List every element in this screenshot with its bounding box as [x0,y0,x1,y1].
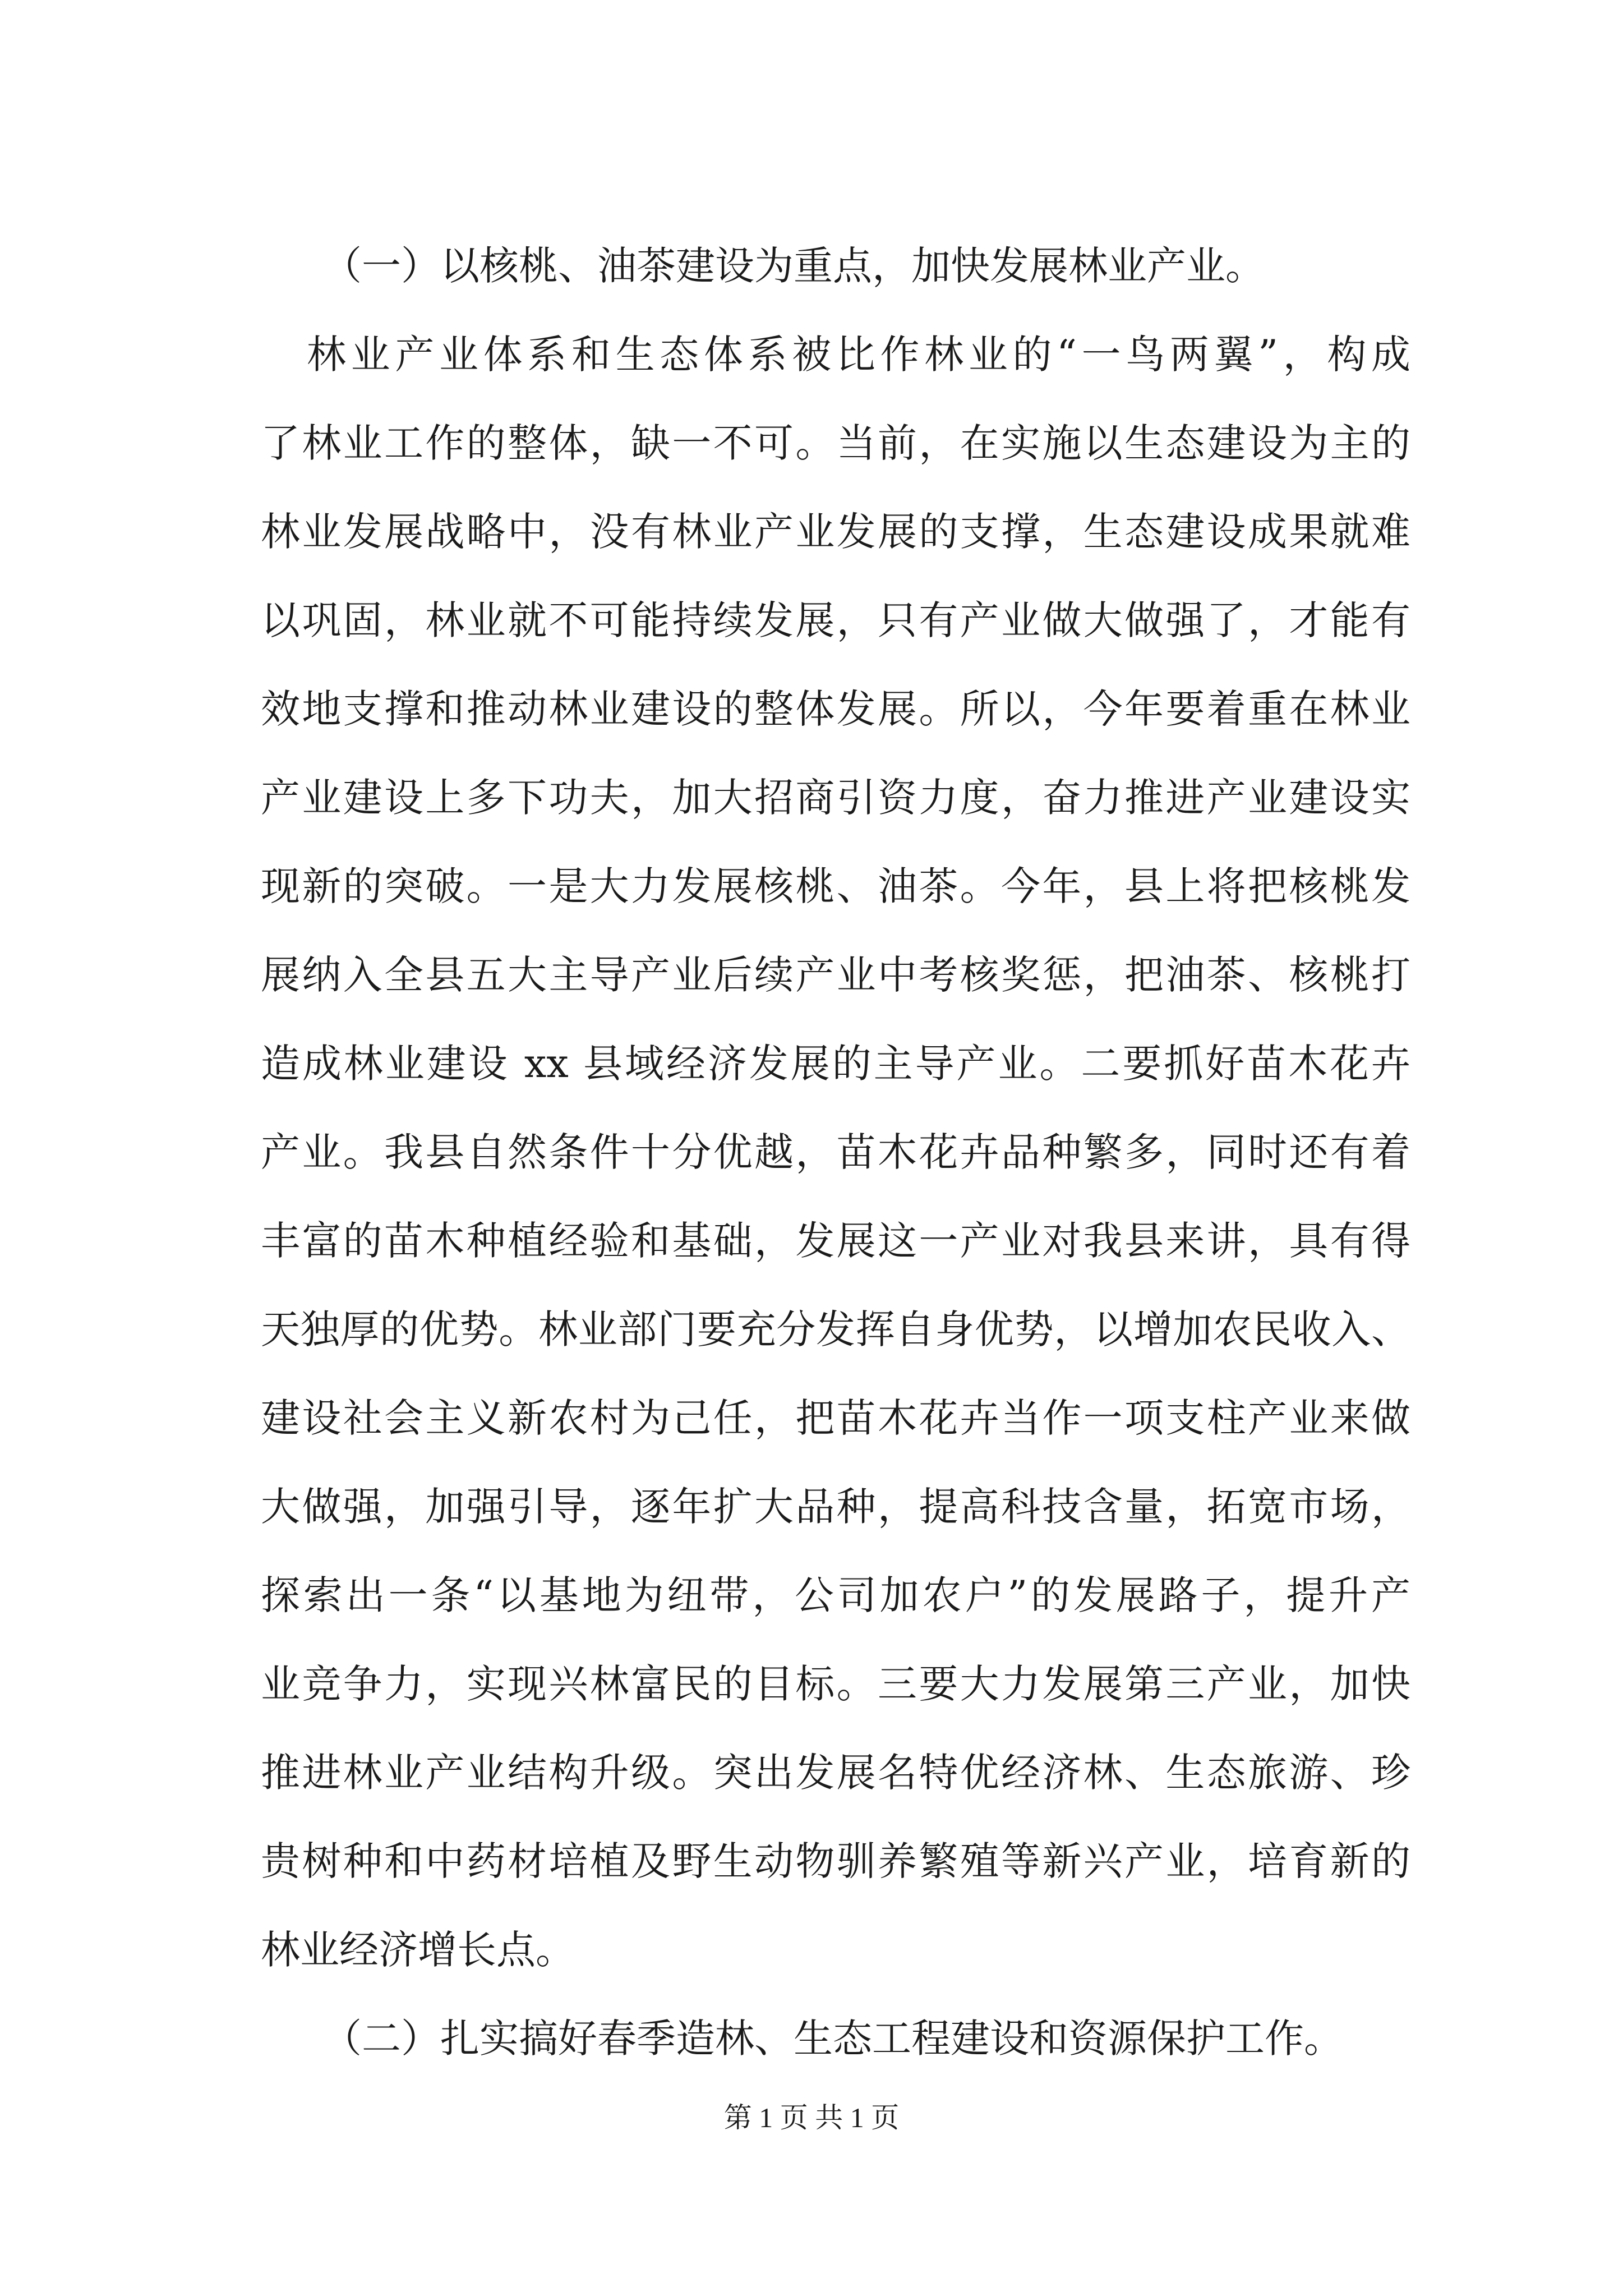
paragraph-line: 展纳入全县五大主导产业后续产业中考核奖惩，把油茶、核桃打 [261,952,1410,998]
paragraph-line: 产业建设上多下功夫，加大招商引资力度，奋力推进产业建设实 [261,775,1410,821]
document-body [261,222,1410,2083]
paragraph-line: 造成林业建设 xx 县域经济发展的主导产业。二要抓好苗木花卉 [261,1041,1410,1087]
paragraph-line: 丰富的苗木种植经验和基础，发展这一产业对我县来讲，具有得 [261,1218,1410,1264]
paragraph-line: 大做强，加强引导，逐年扩大品种，提高科技含量，拓宽市场， [261,1484,1410,1530]
paragraph-line: 建设社会主义新农村为己任，把苗木花卉当作一项支柱产业来做 [261,1395,1410,1441]
paragraph-line: 贵树种和中药材培植及野生动物驯养繁殖等新兴产业，培育新的 [261,1838,1410,1884]
page-footer: 第 1 页 共 1 页 [723,2102,900,2133]
paragraph-line: 天独厚的优势。林业部门要充分发挥自身优势，以增加农民收入、 [261,1306,1410,1352]
paragraph-line: 林业经济增长点。 [261,1927,575,1973]
paragraph-line: 林业产业体系和生态体系被比作林业的“一鸟两翼”，构成 [307,332,1410,378]
paragraph-line: 探索出一条“以基地为纽带，公司加农户”的发展路子，提升产 [261,1572,1410,1618]
section-heading-1: （一）以核桃、油茶建设为重点，加快发展林业产业。 [322,243,1265,289]
paragraph-line: 推进林业产业结构升级。突出发展名特优经济林、生态旅游、珍 [261,1750,1410,1796]
paragraph-line: 效地支撑和推动林业建设的整体发展。所以，今年要着重在林业 [261,686,1410,732]
paragraph-line: 了林业工作的整体，缺一不可。当前，在实施以生态建设为主的 [261,420,1410,466]
paragraph-line: 现新的突破。一是大力发展核桃、油茶。今年，县上将把核桃发 [261,863,1410,909]
paragraph-line: 业竞争力，实现兴林富民的目标。三要大力发展第三产业，加快 [261,1661,1410,1707]
paragraph-line: 林业发展战略中，没有林业产业发展的支撑，生态建设成果就难 [261,509,1410,555]
section-heading-2: （二）扎实搞好春季造林、生态工程建设和资源保护工作。 [322,2016,1343,2062]
paragraph-line: 产业。我县自然条件十分优越，苗木花卉品种繁多，同时还有着 [261,1129,1410,1175]
paragraph-line: 以巩固，林业就不可能持续发展，只有产业做大做强了，才能有 [261,597,1410,643]
paragraph [261,310,1410,1994]
